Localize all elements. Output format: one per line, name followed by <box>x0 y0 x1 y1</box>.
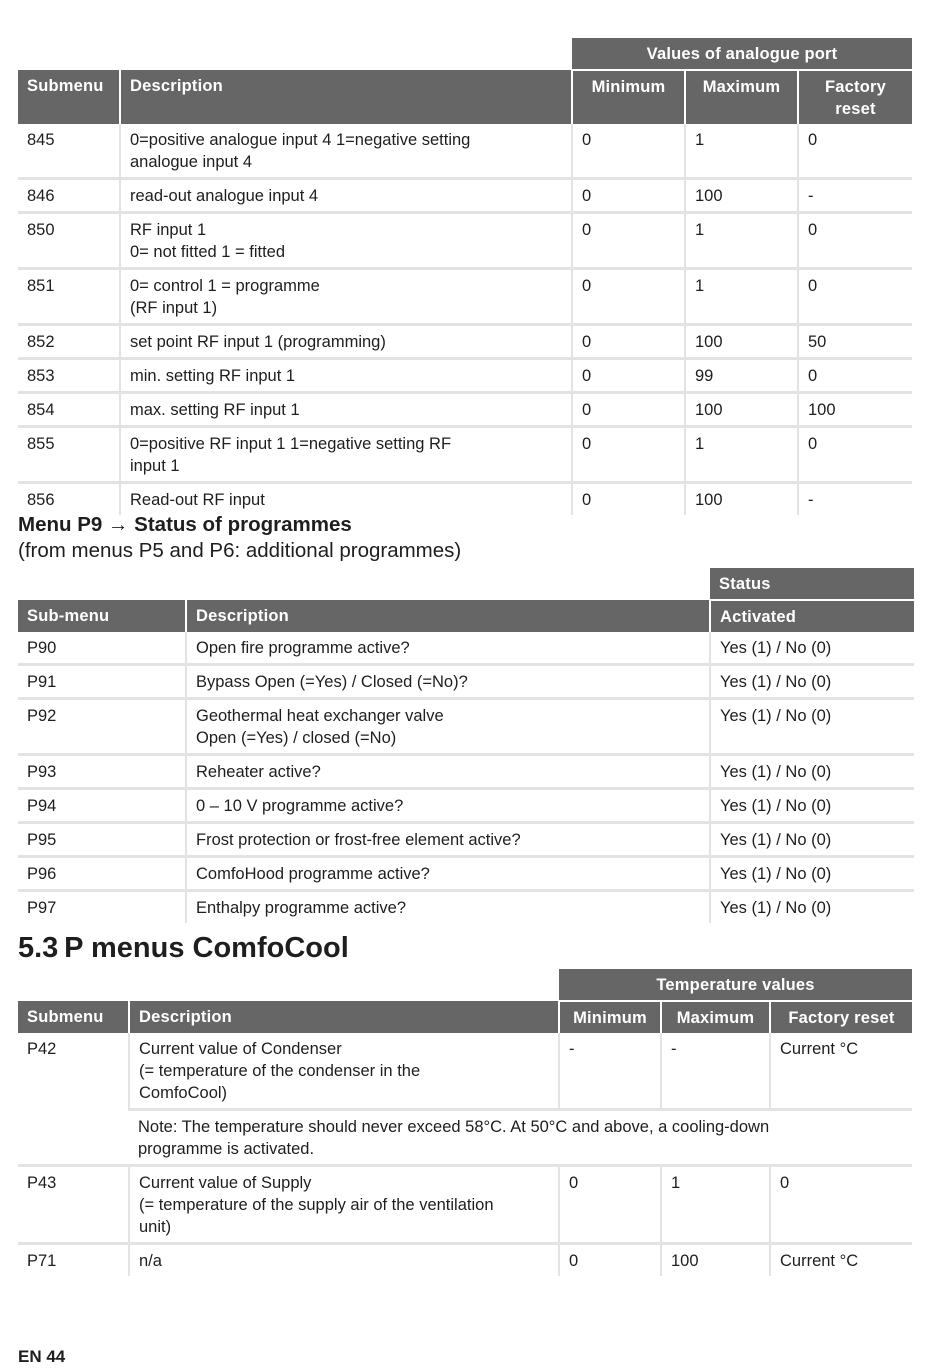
col-submenu: Submenu <box>18 1001 129 1033</box>
col-maximum: Maximum <box>685 70 798 124</box>
description-line: Current value of Supply <box>139 1174 312 1192</box>
description-cell <box>186 857 710 891</box>
header-group-analogue: Values of analogue port <box>572 38 912 70</box>
submenu-cell: 851 <box>18 269 120 325</box>
description-line: (= temperature of the condenser in the <box>139 1062 421 1080</box>
description-line: min. setting RF input 1 <box>130 367 296 385</box>
minimum-cell: 0 <box>572 124 685 179</box>
maximum-cell: 1 <box>685 427 798 483</box>
description-cell <box>186 665 710 699</box>
table-row <box>18 1166 912 1244</box>
description-line: Frost protection or frost-free element active? <box>196 831 521 849</box>
description-line: Open (=Yes) / closed (=No) <box>196 729 397 747</box>
description-line: analogue input 4 <box>130 153 253 171</box>
table-row <box>18 124 912 179</box>
status-cell: Yes (1) / No (0) <box>710 755 914 789</box>
maximum-cell: 1 <box>685 269 798 325</box>
description-line: RF input 1 <box>130 221 207 239</box>
status-cell: Yes (1) / No (0) <box>710 823 914 857</box>
minimum-cell: 0 <box>559 1244 661 1277</box>
programme-status-table <box>18 568 914 923</box>
submenu-cell: 852 <box>18 325 120 359</box>
note-row <box>18 1110 912 1166</box>
minimum-cell: 0 <box>572 359 685 393</box>
description-line: Open fire programme active? <box>196 639 410 657</box>
submenu-cell: 845 <box>18 124 120 179</box>
status-cell: Yes (1) / No (0) <box>710 789 914 823</box>
table-row <box>18 891 914 924</box>
status-cell: Yes (1) / No (0) <box>710 632 914 665</box>
table-row <box>18 213 912 269</box>
col-sub-menu: Sub-menu <box>18 600 186 632</box>
description-line: Enthalpy programme active? <box>196 899 407 917</box>
factory-reset-cell: 100 <box>798 393 912 427</box>
minimum-cell: 0 <box>572 393 685 427</box>
note-line: programme is activated. <box>138 1140 315 1158</box>
description-line: 0= not fitted 1 = fitted <box>130 243 286 261</box>
factory-reset-cell: 0 <box>798 427 912 483</box>
submenu-cell: P95 <box>18 823 186 857</box>
minimum-cell: 0 <box>572 213 685 269</box>
minimum-cell: 0 <box>572 269 685 325</box>
note-line: Note: The temperature should never exceed 58°C. At 50°C and above, a cooling-down <box>138 1118 770 1136</box>
description-cell <box>120 359 572 393</box>
table-row <box>18 359 912 393</box>
description-cell <box>120 483 572 516</box>
submenu-cell: P97 <box>27 899 57 917</box>
table-row <box>18 823 914 857</box>
menu-p9-title: Menu P9 → Status of programmes <box>18 513 352 536</box>
header-group-status: Status <box>710 568 914 600</box>
table-row <box>18 393 912 427</box>
maximum-cell: 1 <box>685 124 798 179</box>
maximum-cell: 1 <box>661 1166 770 1244</box>
minimum-cell: 0 <box>559 1166 661 1244</box>
description-cell <box>120 179 572 213</box>
col-minimum: Minimum <box>572 70 685 124</box>
table-row <box>18 325 912 359</box>
description-line: read-out analogue input 4 <box>130 187 319 205</box>
maximum-cell: 100 <box>661 1244 770 1277</box>
description-line: (= temperature of the supply air of the ventilation <box>139 1196 494 1214</box>
submenu-cell: P92 <box>18 699 186 755</box>
description-cell <box>186 632 710 665</box>
minimum-cell: 0 <box>572 427 685 483</box>
submenu-cell: P43 <box>18 1166 129 1244</box>
factory-reset-cell: Current °C <box>770 1244 912 1277</box>
description-cell <box>120 393 572 427</box>
status-cell: Yes (1) / No (0) <box>710 699 914 755</box>
factory-reset-cell: 0 <box>770 1166 912 1244</box>
submenu-cell: 850 <box>18 213 120 269</box>
comfocool-table <box>18 969 912 1276</box>
description-line: Bypass Open (=Yes) / Closed (=No)? <box>196 673 468 691</box>
table-row <box>18 755 914 789</box>
table-row <box>18 789 914 823</box>
description-cell <box>120 269 572 325</box>
col-description: Description <box>120 70 572 124</box>
submenu-cell: P71 <box>27 1252 57 1270</box>
description-line: ComfoHood programme active? <box>196 865 430 883</box>
col-description: Description <box>129 1001 559 1033</box>
maximum-cell: - <box>661 1033 770 1110</box>
description-cell <box>129 1166 559 1244</box>
submenu-cell: P96 <box>18 857 186 891</box>
description-line: set point RF input 1 (programming) <box>130 333 386 351</box>
submenu-cell: P91 <box>18 665 186 699</box>
col-maximum: Maximum <box>661 1001 770 1033</box>
submenu-cell: P94 <box>18 789 186 823</box>
minimum-cell: 0 <box>572 325 685 359</box>
description-line: (RF input 1) <box>130 299 218 317</box>
table-row <box>18 857 914 891</box>
description-cell <box>186 891 710 924</box>
table-row <box>18 699 914 755</box>
submenu-cell: 846 <box>18 179 120 213</box>
description-line: ComfoCool) <box>139 1084 228 1102</box>
col-factory-reset: Factory reset <box>798 70 912 124</box>
submenu-cell: P93 <box>18 755 186 789</box>
factory-reset-cell: 0 <box>798 269 912 325</box>
description-line: Geothermal heat exchanger valve <box>196 707 444 725</box>
description-line: 0=positive analogue input 4 1=negative setting <box>130 131 471 149</box>
submenu-cell: 856 <box>27 491 55 509</box>
status-cell: Yes (1) / No (0) <box>710 665 914 699</box>
submenu-cell: 853 <box>18 359 120 393</box>
description-cell <box>129 1033 559 1110</box>
factory-reset-cell: Current °C <box>770 1033 912 1110</box>
page-number: EN 44 <box>18 1347 66 1366</box>
maximum-cell: 1 <box>685 213 798 269</box>
table-row <box>18 269 912 325</box>
factory-reset-cell: 0 <box>798 124 912 179</box>
factory-reset-cell: 50 <box>798 325 912 359</box>
analogue-port-table <box>18 38 912 515</box>
description-line: 0= control 1 = programme <box>130 277 320 295</box>
col-activated: Activated <box>710 600 914 632</box>
description-cell <box>120 427 572 483</box>
description-line: max. setting RF input 1 <box>130 401 300 419</box>
description-line: Read-out RF input <box>130 491 265 509</box>
col-minimum: Minimum <box>559 1001 661 1033</box>
table-row <box>18 483 912 516</box>
section-title: 5.3 P menus ComfoCool <box>18 932 349 964</box>
description-cell <box>129 1244 559 1277</box>
description-cell <box>120 213 572 269</box>
description-line: Current value of Condenser <box>139 1040 342 1058</box>
factory-reset-cell: - <box>798 179 912 213</box>
description-line: unit) <box>139 1218 172 1236</box>
menu-p9-subtitle: (from menus P5 and P6: additional programmes) <box>18 539 462 562</box>
description-cell <box>120 325 572 359</box>
description-cell <box>186 789 710 823</box>
menu-p9-heading <box>18 512 461 564</box>
factory-reset-cell: 0 <box>798 359 912 393</box>
description-line: input 1 <box>130 457 180 475</box>
minimum-cell: 0 <box>572 483 685 516</box>
table-row <box>18 632 914 665</box>
description-cell <box>120 124 572 179</box>
minimum-cell: - <box>559 1033 661 1110</box>
factory-reset-cell: - <box>798 483 912 516</box>
description-line: 0=positive RF input 1 1=negative setting RF <box>130 435 452 453</box>
maximum-cell: 99 <box>685 359 798 393</box>
status-cell: Yes (1) / No (0) <box>710 857 914 891</box>
description-line: Reheater active? <box>196 763 321 781</box>
description-line: 0 – 10 V programme active? <box>196 797 404 815</box>
submenu-cell: 855 <box>18 427 120 483</box>
note-cell <box>129 1110 912 1166</box>
submenu-cell: 854 <box>18 393 120 427</box>
maximum-cell: 100 <box>685 483 798 516</box>
col-description: Description <box>186 600 710 632</box>
header-group-temperature: Temperature values <box>559 969 912 1001</box>
minimum-cell: 0 <box>572 179 685 213</box>
submenu-cell: P90 <box>18 632 186 665</box>
maximum-cell: 100 <box>685 325 798 359</box>
table-row <box>18 427 912 483</box>
maximum-cell: 100 <box>685 179 798 213</box>
description-cell <box>186 755 710 789</box>
table-row <box>18 1033 912 1110</box>
submenu-cell: P42 <box>18 1033 129 1166</box>
status-cell: Yes (1) / No (0) <box>710 891 914 924</box>
table-row <box>18 179 912 213</box>
table-row <box>18 665 914 699</box>
table-row <box>18 1244 912 1277</box>
description-cell <box>186 823 710 857</box>
col-factory-reset: Factory reset <box>770 1001 912 1033</box>
maximum-cell: 100 <box>685 393 798 427</box>
factory-reset-cell: 0 <box>798 213 912 269</box>
description-cell <box>186 699 710 755</box>
description-line: n/a <box>139 1252 162 1270</box>
col-submenu: Submenu <box>18 70 120 124</box>
